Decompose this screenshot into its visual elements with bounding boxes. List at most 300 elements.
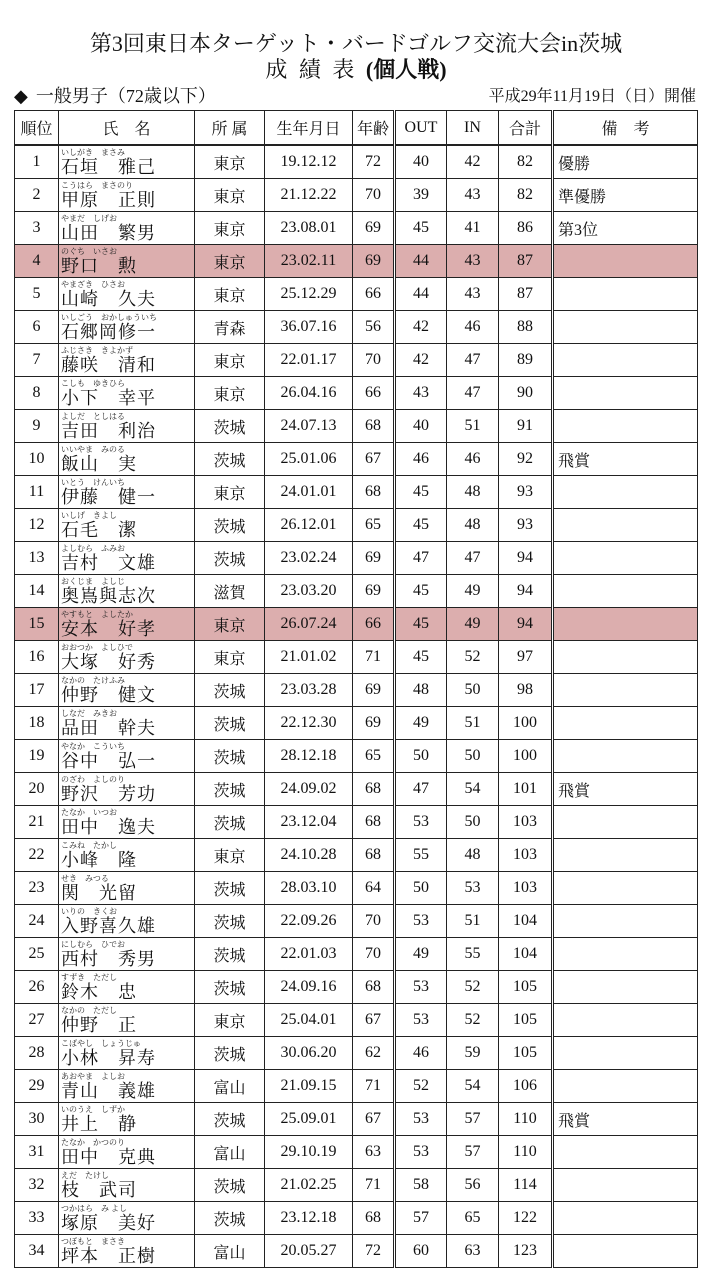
cell-remarks bbox=[553, 245, 698, 278]
cell-affiliation: 東京 bbox=[195, 179, 265, 212]
name-reading: のぐち いさお bbox=[61, 247, 117, 256]
name-kanji: 仲野 正 bbox=[61, 1015, 137, 1035]
cell-rank: 7 bbox=[15, 344, 59, 377]
cell-rank: 4 bbox=[15, 245, 59, 278]
cell-birthdate: 26.04.16 bbox=[265, 377, 353, 410]
cell-total: 87 bbox=[499, 245, 553, 278]
name-reading: なかの たけふみ bbox=[61, 676, 125, 685]
cell-age: 69 bbox=[353, 542, 395, 575]
table-row bbox=[15, 212, 698, 245]
cell-age: 69 bbox=[353, 245, 395, 278]
cell-name bbox=[59, 278, 195, 311]
cell-remarks: 第3位 bbox=[553, 212, 698, 245]
cell-total: 110 bbox=[499, 1136, 553, 1169]
cell-in: 55 bbox=[447, 938, 499, 971]
name-reading: つぼもと まさき bbox=[61, 1237, 125, 1246]
cell-rank: 11 bbox=[15, 476, 59, 509]
cell-name bbox=[59, 377, 195, 410]
event-date: 平成29年11月19日（日）開催 bbox=[488, 88, 696, 105]
cell-age: 71 bbox=[353, 1169, 395, 1202]
cell-remarks bbox=[553, 1235, 698, 1268]
table-row bbox=[15, 575, 698, 608]
subtitle-paren: (個人戦) bbox=[365, 57, 447, 82]
cell-birthdate: 23.12.04 bbox=[265, 806, 353, 839]
name-kanji: 野口 勲 bbox=[61, 256, 137, 276]
cell-affiliation: 茨城 bbox=[195, 806, 265, 839]
cell-total: 94 bbox=[499, 575, 553, 608]
cell-age: 56 bbox=[353, 311, 395, 344]
cell-affiliation: 青森 bbox=[195, 311, 265, 344]
cell-rank: 15 bbox=[15, 608, 59, 641]
cell-birthdate: 23.02.11 bbox=[265, 245, 353, 278]
cell-out: 53 bbox=[395, 905, 447, 938]
cell-birthdate: 28.12.18 bbox=[265, 740, 353, 773]
header-in: IN bbox=[447, 111, 499, 146]
cell-total: 103 bbox=[499, 872, 553, 905]
header-total: 合計 bbox=[499, 111, 553, 146]
cell-name bbox=[59, 145, 195, 179]
cell-rank: 26 bbox=[15, 971, 59, 1004]
cell-out: 46 bbox=[395, 443, 447, 476]
header-remarks: 備 考 bbox=[553, 111, 698, 146]
cell-name bbox=[59, 1070, 195, 1103]
cell-affiliation: 富山 bbox=[195, 1235, 265, 1268]
cell-name bbox=[59, 476, 195, 509]
cell-name bbox=[59, 245, 195, 278]
name-reading: のざわ よしのり bbox=[61, 775, 125, 784]
cell-remarks bbox=[553, 1004, 698, 1037]
cell-birthdate: 23.03.28 bbox=[265, 674, 353, 707]
cell-affiliation: 東京 bbox=[195, 377, 265, 410]
cell-out: 44 bbox=[395, 245, 447, 278]
cell-age: 71 bbox=[353, 641, 395, 674]
cell-in: 47 bbox=[447, 542, 499, 575]
name-kanji: 田中 克典 bbox=[61, 1147, 156, 1167]
cell-in: 52 bbox=[447, 641, 499, 674]
cell-in: 54 bbox=[447, 1070, 499, 1103]
cell-out: 50 bbox=[395, 872, 447, 905]
header-name: 氏 名 bbox=[59, 111, 195, 146]
cell-rank: 28 bbox=[15, 1037, 59, 1070]
cell-in: 57 bbox=[447, 1136, 499, 1169]
cell-out: 53 bbox=[395, 806, 447, 839]
cell-age: 64 bbox=[353, 872, 395, 905]
cell-total: 94 bbox=[499, 542, 553, 575]
name-reading: よしむら ふみお bbox=[61, 544, 125, 553]
cell-in: 49 bbox=[447, 608, 499, 641]
cell-birthdate: 23.12.18 bbox=[265, 1202, 353, 1235]
cell-remarks bbox=[553, 410, 698, 443]
cell-out: 47 bbox=[395, 542, 447, 575]
cell-birthdate: 19.12.12 bbox=[265, 145, 353, 179]
cell-name bbox=[59, 1103, 195, 1136]
table-row bbox=[15, 1202, 698, 1235]
cell-affiliation: 茨城 bbox=[195, 443, 265, 476]
cell-affiliation: 茨城 bbox=[195, 773, 265, 806]
name-kanji: 井上 静 bbox=[61, 1114, 137, 1134]
cell-affiliation: 東京 bbox=[195, 145, 265, 179]
cell-total: 93 bbox=[499, 509, 553, 542]
cell-rank: 2 bbox=[15, 179, 59, 212]
name-reading: たなか いつお bbox=[61, 808, 117, 817]
table-row bbox=[15, 905, 698, 938]
cell-birthdate: 23.03.20 bbox=[265, 575, 353, 608]
table-row bbox=[15, 872, 698, 905]
name-kanji: 石垣 雅己 bbox=[61, 157, 156, 177]
cell-remarks bbox=[553, 641, 698, 674]
cell-rank: 18 bbox=[15, 707, 59, 740]
table-row bbox=[15, 608, 698, 641]
table-header-row bbox=[15, 111, 698, 146]
cell-rank: 17 bbox=[15, 674, 59, 707]
cell-remarks bbox=[553, 740, 698, 773]
cell-in: 42 bbox=[447, 145, 499, 179]
table-row bbox=[15, 740, 698, 773]
cell-name bbox=[59, 311, 195, 344]
name-kanji: 藤咲 清和 bbox=[61, 355, 156, 375]
cell-rank: 13 bbox=[15, 542, 59, 575]
cell-total: 104 bbox=[499, 905, 553, 938]
cell-birthdate: 23.02.24 bbox=[265, 542, 353, 575]
cell-name bbox=[59, 509, 195, 542]
cell-age: 70 bbox=[353, 938, 395, 971]
cell-in: 47 bbox=[447, 377, 499, 410]
cell-total: 103 bbox=[499, 806, 553, 839]
cell-in: 52 bbox=[447, 971, 499, 1004]
cell-age: 72 bbox=[353, 145, 395, 179]
cell-affiliation: 東京 bbox=[195, 608, 265, 641]
cell-out: 45 bbox=[395, 575, 447, 608]
cell-remarks bbox=[553, 674, 698, 707]
cell-in: 47 bbox=[447, 344, 499, 377]
name-kanji: 青山 義雄 bbox=[61, 1081, 156, 1101]
cell-name bbox=[59, 1136, 195, 1169]
cell-out: 53 bbox=[395, 1004, 447, 1037]
cell-out: 48 bbox=[395, 674, 447, 707]
cell-out: 50 bbox=[395, 740, 447, 773]
cell-birthdate: 26.07.24 bbox=[265, 608, 353, 641]
cell-rank: 8 bbox=[15, 377, 59, 410]
cell-out: 58 bbox=[395, 1169, 447, 1202]
table-row bbox=[15, 509, 698, 542]
cell-total: 106 bbox=[499, 1070, 553, 1103]
cell-remarks: 優勝 bbox=[553, 145, 698, 179]
cell-rank: 24 bbox=[15, 905, 59, 938]
cell-out: 40 bbox=[395, 145, 447, 179]
cell-age: 65 bbox=[353, 509, 395, 542]
table-row bbox=[15, 674, 698, 707]
cell-birthdate: 25.09.01 bbox=[265, 1103, 353, 1136]
table-row bbox=[15, 245, 698, 278]
cell-name bbox=[59, 212, 195, 245]
cell-age: 65 bbox=[353, 740, 395, 773]
cell-rank: 27 bbox=[15, 1004, 59, 1037]
cell-name bbox=[59, 542, 195, 575]
name-reading: にしむら ひでお bbox=[61, 940, 125, 949]
name-kanji: 小下 幸平 bbox=[61, 388, 156, 408]
table-row bbox=[15, 344, 698, 377]
cell-name bbox=[59, 905, 195, 938]
cell-birthdate: 24.09.02 bbox=[265, 773, 353, 806]
cell-remarks bbox=[553, 1202, 698, 1235]
cell-age: 69 bbox=[353, 707, 395, 740]
cell-in: 43 bbox=[447, 179, 499, 212]
cell-affiliation: 滋賀 bbox=[195, 575, 265, 608]
cell-name bbox=[59, 1235, 195, 1268]
cell-remarks bbox=[553, 344, 698, 377]
cell-rank: 29 bbox=[15, 1070, 59, 1103]
cell-out: 45 bbox=[395, 641, 447, 674]
cell-birthdate: 36.07.16 bbox=[265, 311, 353, 344]
cell-rank: 6 bbox=[15, 311, 59, 344]
header-birthdate: 生年月日 bbox=[265, 111, 353, 146]
cell-age: 66 bbox=[353, 608, 395, 641]
cell-in: 51 bbox=[447, 905, 499, 938]
cell-out: 55 bbox=[395, 839, 447, 872]
name-kanji: 伊藤 健一 bbox=[61, 487, 156, 507]
cell-name bbox=[59, 872, 195, 905]
cell-total: 90 bbox=[499, 377, 553, 410]
cell-age: 68 bbox=[353, 476, 395, 509]
name-kanji: 小峰 隆 bbox=[61, 850, 137, 870]
cell-rank: 22 bbox=[15, 839, 59, 872]
cell-out: 42 bbox=[395, 344, 447, 377]
cell-birthdate: 29.10.19 bbox=[265, 1136, 353, 1169]
name-reading: いいやま みのる bbox=[61, 445, 125, 454]
cell-age: 63 bbox=[353, 1136, 395, 1169]
cell-affiliation: 茨城 bbox=[195, 410, 265, 443]
cell-birthdate: 22.01.17 bbox=[265, 344, 353, 377]
cell-birthdate: 22.01.03 bbox=[265, 938, 353, 971]
cell-in: 46 bbox=[447, 443, 499, 476]
cell-age: 69 bbox=[353, 674, 395, 707]
cell-name bbox=[59, 806, 195, 839]
cell-rank: 23 bbox=[15, 872, 59, 905]
cell-in: 46 bbox=[447, 311, 499, 344]
cell-rank: 30 bbox=[15, 1103, 59, 1136]
table-row bbox=[15, 641, 698, 674]
cell-out: 45 bbox=[395, 608, 447, 641]
name-kanji: 石郷岡修一 bbox=[61, 322, 156, 342]
cell-rank: 33 bbox=[15, 1202, 59, 1235]
table-row bbox=[15, 278, 698, 311]
cell-birthdate: 21.01.02 bbox=[265, 641, 353, 674]
results-body bbox=[15, 145, 698, 1268]
table-row bbox=[15, 971, 698, 1004]
cell-affiliation: 東京 bbox=[195, 212, 265, 245]
subtitle-text: 成 績 表 bbox=[265, 57, 358, 82]
cell-remarks bbox=[553, 278, 698, 311]
cell-remarks: 飛賞 bbox=[553, 1103, 698, 1136]
cell-in: 59 bbox=[447, 1037, 499, 1070]
cell-affiliation: 茨城 bbox=[195, 674, 265, 707]
name-kanji: 枝 武司 bbox=[61, 1180, 137, 1200]
cell-remarks bbox=[553, 575, 698, 608]
table-row bbox=[15, 311, 698, 344]
cell-total: 91 bbox=[499, 410, 553, 443]
header-out: OUT bbox=[395, 111, 447, 146]
name-reading: すずき ただし bbox=[61, 973, 118, 982]
name-reading: いのうえ しずか bbox=[61, 1105, 125, 1114]
cell-age: 72 bbox=[353, 1235, 395, 1268]
cell-birthdate: 21.02.25 bbox=[265, 1169, 353, 1202]
cell-affiliation: 東京 bbox=[195, 839, 265, 872]
cell-in: 53 bbox=[447, 872, 499, 905]
cell-birthdate: 28.03.10 bbox=[265, 872, 353, 905]
cell-name bbox=[59, 575, 195, 608]
cell-name bbox=[59, 443, 195, 476]
cell-out: 53 bbox=[395, 1136, 447, 1169]
cell-total: 100 bbox=[499, 740, 553, 773]
cell-name bbox=[59, 773, 195, 806]
cell-remarks bbox=[553, 707, 698, 740]
table-row bbox=[15, 806, 698, 839]
cell-birthdate: 25.04.01 bbox=[265, 1004, 353, 1037]
cell-remarks bbox=[553, 872, 698, 905]
cell-remarks bbox=[553, 1136, 698, 1169]
table-row bbox=[15, 443, 698, 476]
cell-age: 68 bbox=[353, 971, 395, 1004]
cell-birthdate: 24.09.16 bbox=[265, 971, 353, 1004]
table-row bbox=[15, 1235, 698, 1268]
cell-total: 87 bbox=[499, 278, 553, 311]
name-reading: たなか かつのり bbox=[61, 1138, 125, 1147]
name-kanji: 西村 秀男 bbox=[61, 949, 156, 969]
name-reading: こしも ゆきひら bbox=[61, 379, 125, 388]
cell-total: 104 bbox=[499, 938, 553, 971]
header-rank: 順位 bbox=[15, 111, 59, 146]
cell-age: 68 bbox=[353, 773, 395, 806]
cell-in: 65 bbox=[447, 1202, 499, 1235]
cell-total: 88 bbox=[499, 311, 553, 344]
category-heading bbox=[14, 84, 216, 108]
cell-affiliation: 東京 bbox=[195, 1004, 265, 1037]
cell-out: 46 bbox=[395, 1037, 447, 1070]
cell-out: 45 bbox=[395, 509, 447, 542]
name-reading: いとう けんいち bbox=[61, 478, 125, 487]
name-reading: こばやし しょうじゅ bbox=[61, 1039, 141, 1048]
cell-age: 67 bbox=[353, 1103, 395, 1136]
cell-birthdate: 22.09.26 bbox=[265, 905, 353, 938]
cell-birthdate: 21.12.22 bbox=[265, 179, 353, 212]
cell-in: 54 bbox=[447, 773, 499, 806]
cell-age: 68 bbox=[353, 806, 395, 839]
cell-out: 57 bbox=[395, 1202, 447, 1235]
cell-rank: 10 bbox=[15, 443, 59, 476]
name-reading: えだ たけし bbox=[61, 1171, 109, 1180]
cell-age: 68 bbox=[353, 410, 395, 443]
cell-rank: 19 bbox=[15, 740, 59, 773]
cell-out: 44 bbox=[395, 278, 447, 311]
cell-in: 49 bbox=[447, 575, 499, 608]
cell-age: 70 bbox=[353, 344, 395, 377]
name-kanji: 鈴木 忠 bbox=[61, 982, 137, 1002]
cell-out: 40 bbox=[395, 410, 447, 443]
name-kanji: 飯山 実 bbox=[61, 454, 137, 474]
name-reading: いりの きくお bbox=[61, 907, 117, 916]
table-row bbox=[15, 839, 698, 872]
cell-in: 50 bbox=[447, 806, 499, 839]
cell-remarks bbox=[553, 971, 698, 1004]
cell-affiliation: 茨城 bbox=[195, 740, 265, 773]
document-subtitle bbox=[0, 56, 712, 84]
cell-affiliation: 東京 bbox=[195, 278, 265, 311]
cell-rank: 34 bbox=[15, 1235, 59, 1268]
name-reading: つかはら み よし bbox=[61, 1204, 127, 1213]
cell-name bbox=[59, 1169, 195, 1202]
cell-total: 122 bbox=[499, 1202, 553, 1235]
cell-in: 63 bbox=[447, 1235, 499, 1268]
cell-rank: 1 bbox=[15, 145, 59, 179]
cell-affiliation: 茨城 bbox=[195, 1037, 265, 1070]
cell-rank: 9 bbox=[15, 410, 59, 443]
cell-rank: 31 bbox=[15, 1136, 59, 1169]
cell-total: 101 bbox=[499, 773, 553, 806]
cell-rank: 21 bbox=[15, 806, 59, 839]
cell-name bbox=[59, 707, 195, 740]
cell-total: 89 bbox=[499, 344, 553, 377]
name-reading: いしがき まさみ bbox=[61, 148, 125, 157]
table-row bbox=[15, 773, 698, 806]
name-reading: やなか こういち bbox=[61, 742, 125, 751]
table-row bbox=[15, 1136, 698, 1169]
cell-birthdate: 23.08.01 bbox=[265, 212, 353, 245]
cell-remarks: 準優勝 bbox=[553, 179, 698, 212]
cell-remarks: 飛賞 bbox=[553, 773, 698, 806]
cell-remarks bbox=[553, 311, 698, 344]
cell-total: 92 bbox=[499, 443, 553, 476]
name-kanji: 甲原 正則 bbox=[61, 190, 156, 210]
name-reading: しなだ みきお bbox=[61, 709, 117, 718]
header-age: 年齢 bbox=[353, 111, 395, 146]
cell-out: 47 bbox=[395, 773, 447, 806]
cell-in: 51 bbox=[447, 410, 499, 443]
cell-out: 53 bbox=[395, 971, 447, 1004]
cell-total: 98 bbox=[499, 674, 553, 707]
table-row bbox=[15, 1070, 698, 1103]
cell-total: 123 bbox=[499, 1235, 553, 1268]
cell-out: 45 bbox=[395, 476, 447, 509]
cell-remarks: 飛賞 bbox=[553, 443, 698, 476]
cell-birthdate: 22.12.30 bbox=[265, 707, 353, 740]
cell-rank: 3 bbox=[15, 212, 59, 245]
cell-in: 50 bbox=[447, 740, 499, 773]
cell-name bbox=[59, 971, 195, 1004]
cell-rank: 32 bbox=[15, 1169, 59, 1202]
cell-affiliation: 茨城 bbox=[195, 1103, 265, 1136]
table-row bbox=[15, 1169, 698, 1202]
name-reading: おくじま よしじ bbox=[61, 577, 125, 586]
category-label: 一般男子（72歳以下） bbox=[35, 86, 216, 106]
cell-name bbox=[59, 938, 195, 971]
cell-birthdate: 21.09.15 bbox=[265, 1070, 353, 1103]
cell-in: 48 bbox=[447, 839, 499, 872]
cell-out: 60 bbox=[395, 1235, 447, 1268]
cell-affiliation: 東京 bbox=[195, 245, 265, 278]
cell-name bbox=[59, 740, 195, 773]
table-row bbox=[15, 179, 698, 212]
cell-age: 66 bbox=[353, 377, 395, 410]
cell-name bbox=[59, 1202, 195, 1235]
cell-name bbox=[59, 608, 195, 641]
cell-total: 105 bbox=[499, 971, 553, 1004]
cell-age: 67 bbox=[353, 443, 395, 476]
cell-affiliation: 東京 bbox=[195, 344, 265, 377]
cell-rank: 5 bbox=[15, 278, 59, 311]
cell-in: 50 bbox=[447, 674, 499, 707]
cell-total: 100 bbox=[499, 707, 553, 740]
cell-out: 53 bbox=[395, 1103, 447, 1136]
